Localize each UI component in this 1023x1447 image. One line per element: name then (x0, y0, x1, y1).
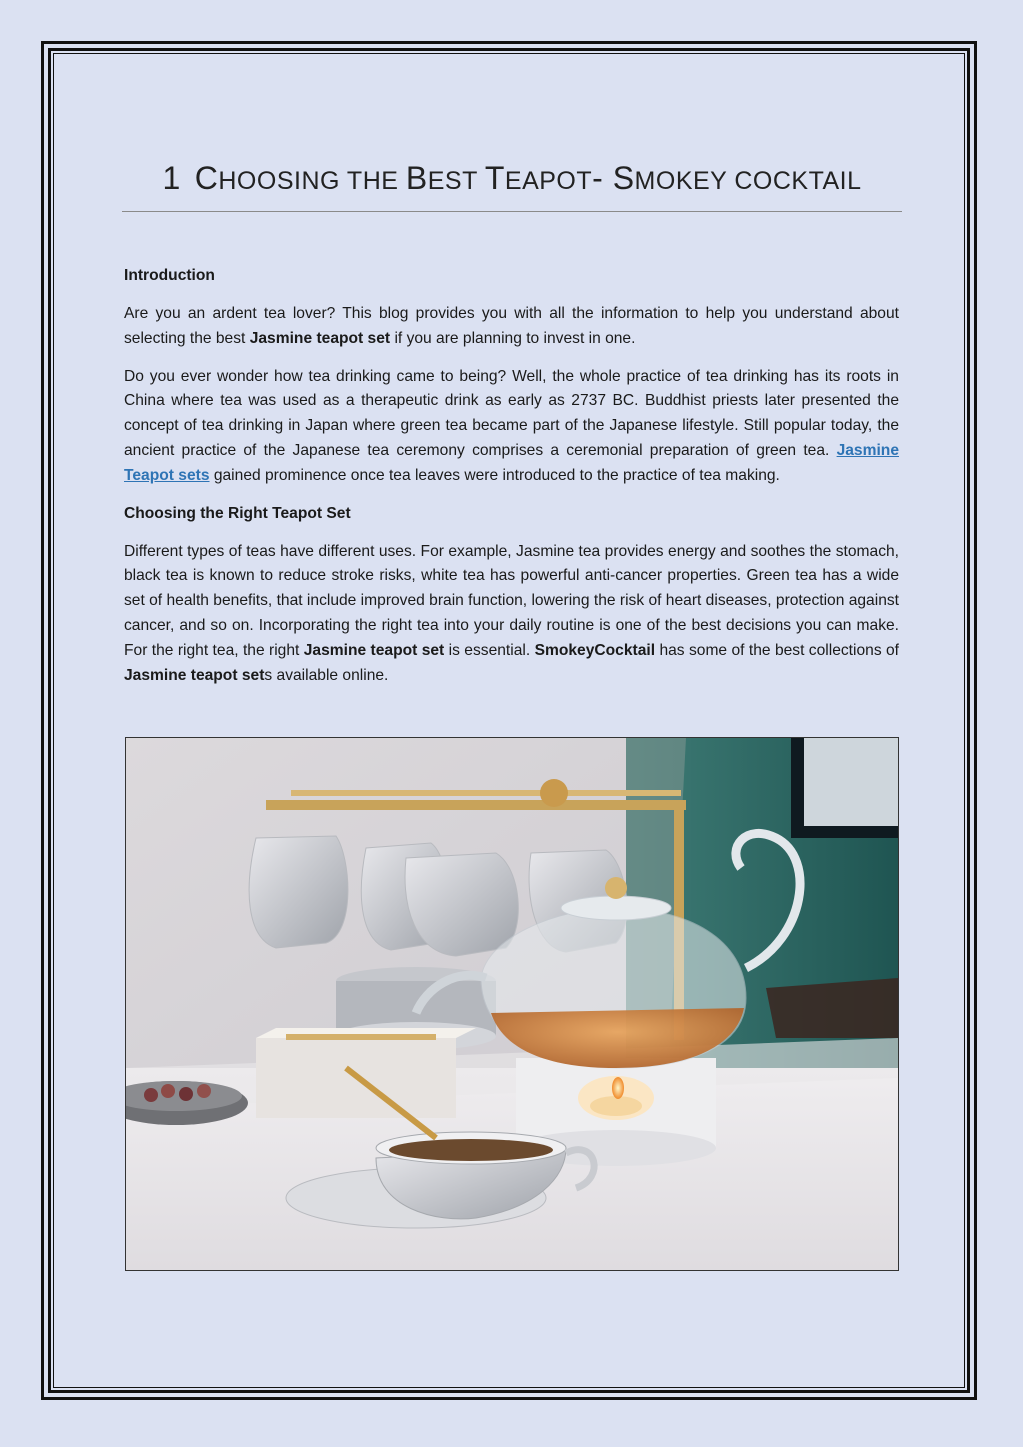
intro-paragraph-1: Are you an ardent tea lover? This blog provides you with all the information to help you understand about selecting the best Jasmine teapot set if you are planning to invest in one. (124, 305, 899, 347)
intro-paragraph-2: Do you ever wonder how tea drinking came to being? Well, the whole practice of tea drinking has its roots in China where tea was used as a therapeutic drink as early as 2737 BC. Buddhist priests later presented the concept of tea drinking in Japan where green tea became part of the Japanese lifestyle. Still popular today, the ancient practice of the Japanese tea ceremony comprises a ceremonial preparation of green tea. Jasmine Teapot sets gained prominence once tea leaves were introduced to the practice of tea making. (124, 367, 899, 484)
document-title (122, 160, 902, 197)
title-word-1: CHOOSING THE (194, 160, 406, 196)
teapot-set-photo (125, 737, 899, 1271)
title-number: 1 (162, 160, 181, 196)
jasmine-teapot-sets-link[interactable]: Jasmine Teapot sets (124, 441, 899, 484)
title-underline (122, 211, 902, 212)
title-word-4: - SMOKEY COCKTAIL (592, 160, 862, 196)
intro-heading: Introduction (124, 267, 215, 284)
section-paragraph: Different types of teas have different uses. For example, Jasmine tea provides energy and soothes the stomach, black tea is known to reduce stroke risks, white tea has powerful anti-cancer properties. Green tea has a wide set of health benefits, that include improved brain function, lowering the risk of heart diseases, protection against cancer, and so on. Incorporating the right tea into your daily routine is one of the best decisions you can make. For the right tea, the right Jasmine teapot set is essential. SmokeyCocktail has some of the best collections of Jasmine teapot sets available online. (124, 542, 900, 684)
article-body (124, 264, 899, 701)
section-heading-choosing: Choosing the Right Teapot Set (124, 504, 351, 522)
title-word-2: BEST (405, 160, 485, 196)
title-word-3: TEAPOT (484, 160, 593, 196)
teapot-set-illustration (126, 738, 898, 1270)
